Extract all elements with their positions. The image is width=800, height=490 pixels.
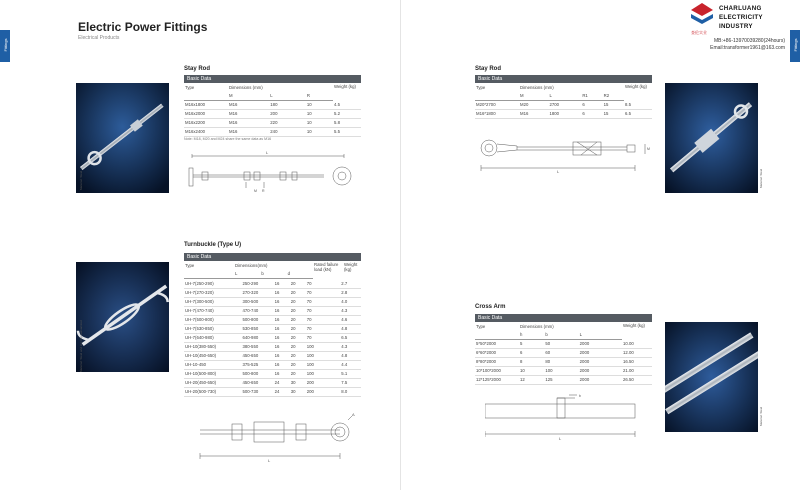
table-row: M16x2400 M16 240 10 5.5	[184, 128, 361, 137]
table-row: 10*100*2000 10 100 2000 21.00	[475, 367, 652, 376]
table-row: 12*125*2000 12 125 2000 26.50	[475, 376, 652, 385]
contact-email: Email:transformer1961@163.com	[710, 45, 785, 51]
turnbuckle-rows	[184, 280, 361, 397]
basic-data-bar: Basic Data	[475, 314, 652, 322]
company-logo-icon	[689, 2, 715, 30]
turnbuckle-title: Turnbuckle (Type U)	[184, 242, 242, 248]
table-row: UH-7(300-500) 300-500 16 20 70 4.0	[184, 298, 361, 307]
table-row: UH-20(500-730) 500-730 24 30 200 8.0	[184, 388, 361, 397]
svg-text:R: R	[262, 189, 265, 193]
cross-arm-title: Cross Arm	[475, 304, 506, 310]
basic-data-bar: Basic Data	[475, 75, 652, 83]
contact-phone: MB:+86-13970039280(24hours)	[713, 38, 785, 44]
svg-text:b: b	[579, 394, 581, 398]
stay-rod-photo	[76, 83, 169, 193]
table-row: UH-10(500-800) 500-800 16 20 100 5.1	[184, 370, 361, 379]
table-row: M20*2700 M20 2700 6 15 8.5	[475, 101, 652, 110]
table-row: M16x2200 M16 220 10 5.8	[184, 119, 361, 128]
table-row: UH-7(500-800) 500-800 16 20 70 4.6	[184, 316, 361, 325]
svg-text:L: L	[557, 169, 560, 174]
table-row: 6*60*2000 6 60 2000 12.00	[475, 349, 652, 358]
cross-arm-drawing	[485, 392, 655, 442]
brand-name: CHARLUANG ELECTRICITY INDUSTRY	[719, 5, 763, 30]
table-row: UH-7(470-740) 470-740 16 20 70 4.3	[184, 307, 361, 316]
stay-rod-drawing	[184, 148, 364, 196]
svg-text:L: L	[266, 150, 269, 155]
stay-rod-note: Note: M18, M20 and M24 share the same data as M16	[184, 137, 272, 141]
table-row: UH-20(450-650) 450-650 24 30 200 7.5	[184, 379, 361, 388]
table-row: UH-10-450 375-525 16 20 100 4.4	[184, 361, 361, 370]
stay-rod-title: Stay Rod	[184, 66, 211, 72]
stay-rod-right-photo	[665, 83, 758, 193]
stay-rod-table: Type Dimensions (mm) Weight (kg) M L R M16x1800 M16 180 10 4.5 M16x2000 M16 200 10 5.2 M16x2200 M16 220 10 5.8 M16x2400 M16 240 10 5.5	[184, 84, 361, 137]
cross-arm-photo	[665, 322, 758, 432]
svg-text:L: L	[268, 458, 271, 463]
table-row: UH-7(270-320) 270-320 16 20 70 2.8	[184, 289, 361, 298]
table-row: M16x2000 M16 200 10 5.2	[184, 110, 361, 119]
left-page: Fittings Electric Power Fittings Electrical Products Material: Steel Stay Rod Basic Data Type Dimensions (mm) Weight (kg) M L R M16x1800 M16 180 10 4.5 M16x2000 M16 200 10 5.2 M16x2200 M16 220 10 5.8 M16x2400 M16 240 10 5.5 Note: M18, M20 and M24 share the same data as M16 L M R Material: Steel and Hot Dip Galvanized Turnbuckle (Type U) Basic Data Type Dimensions(mm) Rated failure load (kN) Weight (kg) L b d UH-7(250-290) 250-290 16 20 70 2.7 UH-7(270-320) 270-320 16 20 70 2.8 UH-7(300-500) 300-500 16 20 70 4.0 UH-7(470-740) 470-740 16 20 70 4.3 UH-7(500-800) 500-800 16 20 70 4.6 UH-7(530-850) 530-850 16 20 70 4.8 UH-7(640-980) 640-980 16 20 70 6.5 UH-10(380-550) 380-550 16 20 100 4.3 UH-10(450-650) 450-650 16 20 100 4.8 UH-10-450 375-525 16 20 100 4.4 UH-10(500-800) 500-800 16 20 100 5.1 UH-20(450-650) 450-650 24 30 200 7.5 UH-20(500-730) 500-730 24 30 200 8.0 L A	[0, 0, 400, 490]
page-title: Electric Power Fittings	[78, 20, 208, 34]
stay-rod-right-drawing	[477, 124, 657, 174]
turnbuckle-photo	[76, 262, 169, 372]
turnbuckle-drawing	[190, 410, 360, 466]
turnbuckle-table: Type Dimensions(mm) Rated failure load (kN) Weight (kg) L b d	[184, 262, 361, 279]
cross-arm-table: Type Dimensions (mm) Weight (kg) h b L 5*50*2000 5 50 2000 10.00 6*60*2000 6 60 2000 12.00 8*80*2000 8 80 2000 16.50 10*100*2000 10 100 2000 21.00 12*125*2000 12 125 2000 26.50	[475, 323, 652, 385]
right-page: Fittings CHARLUANG ELECTRICITY INDUSTRY 查伦实业 MB:+86-13970039280(24hours) Email:transformer1961@163.com Stay Rod Basic Data Type Dimensions (mm) Weight (kg) M L R1 R2 M20*2700 M20 2700 6 15 8.5 M16*1800 M16 1800 6 15 6.5 L M Material: Steel Cross Arm Basic Data Type Dimensions (mm) Weight (kg) h b L 5*50*2000 5 50 2000 10.00 6*60*2000 6 60 2000 12.00 8*80*2000 8 80 2000 16.50 10*100*2000 10 100 2000 21.00 12*125*2000 12 125 2000 26.50 L b Material: Steel	[400, 0, 800, 490]
svg-text:A: A	[352, 412, 355, 417]
svg-text:L: L	[559, 436, 562, 441]
basic-data-bar: Basic Data	[184, 253, 361, 261]
page-subtitle: Electrical Products	[78, 35, 120, 41]
svg-text:M: M	[254, 189, 257, 193]
table-row: UH-7(250-290) 250-290 16 20 70 2.7	[184, 280, 361, 289]
stay-rod-right-table: Type Dimensions (mm) Weight (kg) M L R1 R2 M20*2700 M20 2700 6 15 8.5 M16*1800 M16 1800 6 15 6.5	[475, 84, 652, 119]
brand-cn-name: 查伦实业	[691, 30, 707, 35]
table-row: UH-7(530-850) 530-850 16 20 70 4.8	[184, 325, 361, 334]
table-row: 5*50*2000 5 50 2000 10.00	[475, 340, 652, 349]
table-row: UH-10(380-550) 380-550 16 20 100 4.3	[184, 343, 361, 352]
table-row: M16x1800 M16 180 10 4.5	[184, 101, 361, 110]
table-row: M16*1800 M16 1800 6 15 6.5	[475, 110, 652, 119]
table-row: UH-10(450-650) 450-650 16 20 100 4.8	[184, 352, 361, 361]
stay-rod-title-right: Stay Rod	[475, 66, 502, 72]
side-tab-right: Fittings	[790, 30, 800, 62]
basic-data-bar: Basic Data	[184, 75, 361, 83]
side-tab-left: Fittings	[0, 30, 10, 62]
table-row: 8*80*2000 8 80 2000 16.50	[475, 358, 652, 367]
table-row: UH-7(640-980) 640-980 16 20 70 6.5	[184, 334, 361, 343]
svg-text:M: M	[647, 147, 650, 151]
